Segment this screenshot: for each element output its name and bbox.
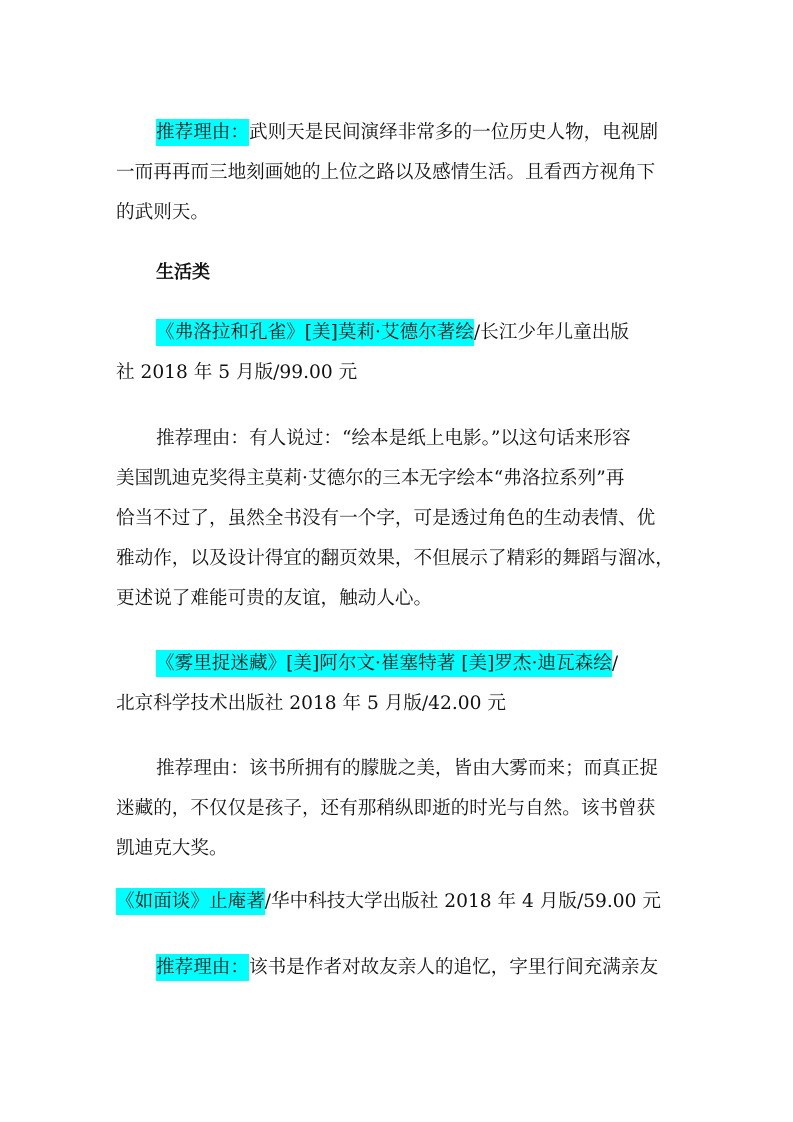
book2-line-1-text: / — [611, 653, 619, 674]
book1-line-2: 社 2018 年 5 月版/99.00 元 — [116, 362, 358, 383]
p1-line-3: 的武则天。 — [116, 202, 209, 223]
review3-line-1-text: 该书是作者对故友亲人的追忆，字里行间充满亲友 — [248, 957, 659, 978]
p1-line-2: 一而再再而三地刻画她的上位之路以及感情生活。且看西方视角下 — [116, 162, 656, 183]
review2-line-1: 推荐理由：该书所拥有的朦胧之美，皆由大雾而来；而真正捉 — [156, 758, 659, 779]
book2-title-highlight: 《雾里捉迷藏》[美]阿尔文·崔塞特著 [美]罗杰·迪瓦森绘 — [156, 650, 612, 677]
p1-line-1-text: 武则天是民间演绎非常多的一位历史人物，电视剧 — [248, 122, 659, 143]
review1-line-1: 推荐理由：有人说过：“绘本是纸上电影。”以这句话来形容 — [156, 428, 631, 449]
book3-line-1-text: /华中科技大学出版社 2018 年 4 月版/59.00 元 — [264, 891, 661, 912]
section-heading: 生活类 — [156, 262, 210, 283]
book1-line-1 — [156, 321, 716, 345]
book3-title-highlight: 《如面谈》止庵著 — [116, 888, 265, 915]
review3-label-highlight: 推荐理由： — [156, 954, 249, 981]
book2-line-2: 北京科学技术出版社 2018 年 5 月版/42.00 元 — [116, 693, 506, 714]
book1-line-1-text: /长江少年儿童出版 — [473, 322, 629, 343]
review1-line-5: 更述说了难能可贵的友谊，触动人心。 — [116, 588, 433, 609]
book3-line-1 — [116, 890, 676, 914]
review1-line-3: 恰当不过了，虽然全书没有一个字，可是透过角色的生动表情、优 — [116, 508, 656, 529]
review1-line-2: 美国凯迪克奖得主莫莉·艾德尔的三本无字绘本“弗洛拉系列”再 — [116, 468, 625, 489]
book1-title-highlight: 《弗洛拉和孔雀》[美]莫莉·艾德尔著绘 — [156, 319, 474, 346]
review3-line-1 — [156, 956, 716, 980]
review1-line-4: 雅动作，以及设计得宜的翻页效果，不但展示了精彩的舞蹈与溜冰， — [116, 548, 674, 569]
book2-line-1 — [156, 652, 716, 676]
p1-label-highlight: 推荐理由： — [156, 119, 249, 146]
review2-line-2: 迷藏的，不仅仅是孩子，还有那稍纵即逝的时光与自然。该书曾获 — [116, 798, 656, 819]
review2-line-3: 凯迪克大奖。 — [116, 838, 228, 859]
p1-line-1 — [156, 121, 716, 145]
